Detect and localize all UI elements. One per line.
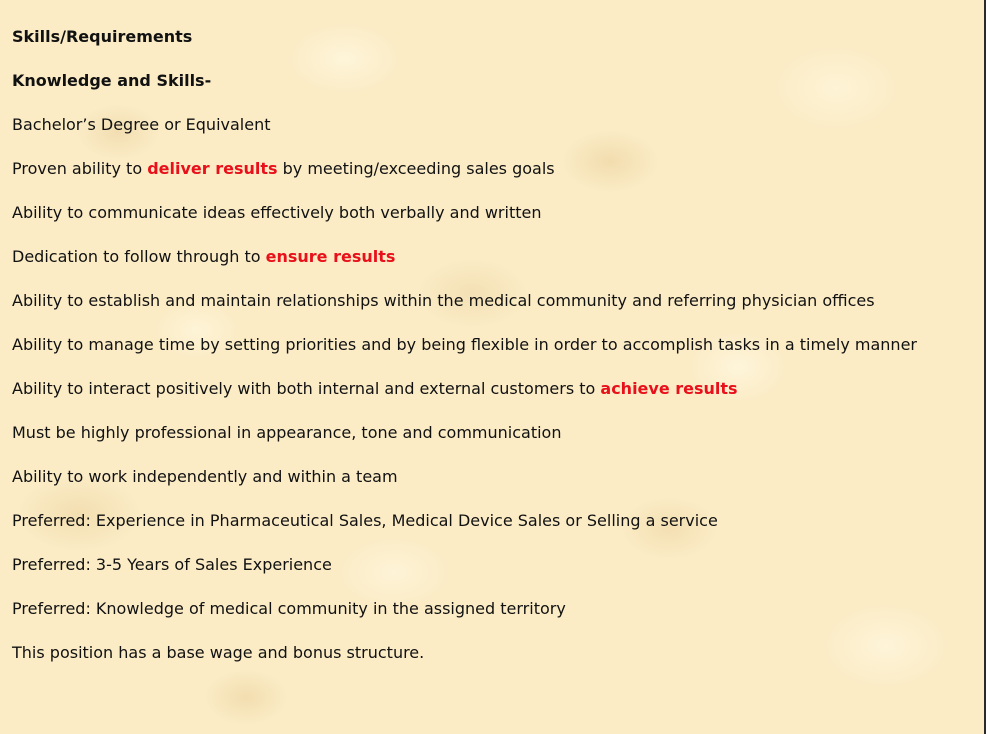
requirement-highlight: achieve results [600,379,738,398]
requirement-highlight: ensure results [265,247,396,266]
requirement-item [12,644,972,662]
knowledge-skills-subheading: Knowledge and Skills- [12,71,212,90]
requirement-item [12,424,972,442]
requirement-text: Ability to communicate ideas effectively both verbally and written [12,203,542,222]
requirement-text: Preferred: 3-5 Years of Sales Experience [12,555,332,574]
requirement-text: This position has a base wage and bonus structure. [12,643,425,662]
requirement-text: Preferred: Experience in Pharmaceutical Sales, Medical Device Sales or Selling a service [12,511,718,530]
requirement-item [12,292,972,310]
requirement-text: Ability to work independently and within a team [12,467,398,486]
requirement-item [12,336,972,354]
requirement-item [12,468,972,486]
requirement-item [12,116,972,134]
job-description-content [12,28,972,688]
requirement-item [12,600,972,618]
requirement-highlight: deliver results [147,159,278,178]
requirement-item [12,160,972,178]
requirement-text: Bachelor’s Degree or Equivalent [12,115,271,134]
requirement-text: Ability to manage time by setting priorities and by being flexible in order to accomplish tasks in a timely manner [12,335,917,354]
skills-requirements-heading: Skills/Requirements [12,27,193,46]
requirement-item [12,556,972,574]
requirement-text: Dedication to follow through to [12,247,266,266]
requirement-text: Must be highly professional in appearance, tone and communication [12,423,562,442]
requirement-text-after: by meeting/exceeding sales goals [277,159,555,178]
requirement-item [12,380,972,398]
requirement-text: Preferred: Knowledge of medical community in the assigned territory [12,599,566,618]
requirement-item [12,512,972,530]
requirement-text: Ability to establish and maintain relationships within the medical community and referring physician offices [12,291,875,310]
requirement-item [12,204,972,222]
requirement-text: Proven ability to [12,159,148,178]
requirement-item [12,248,972,266]
requirement-text: Ability to interact positively with both internal and external customers to [12,379,601,398]
